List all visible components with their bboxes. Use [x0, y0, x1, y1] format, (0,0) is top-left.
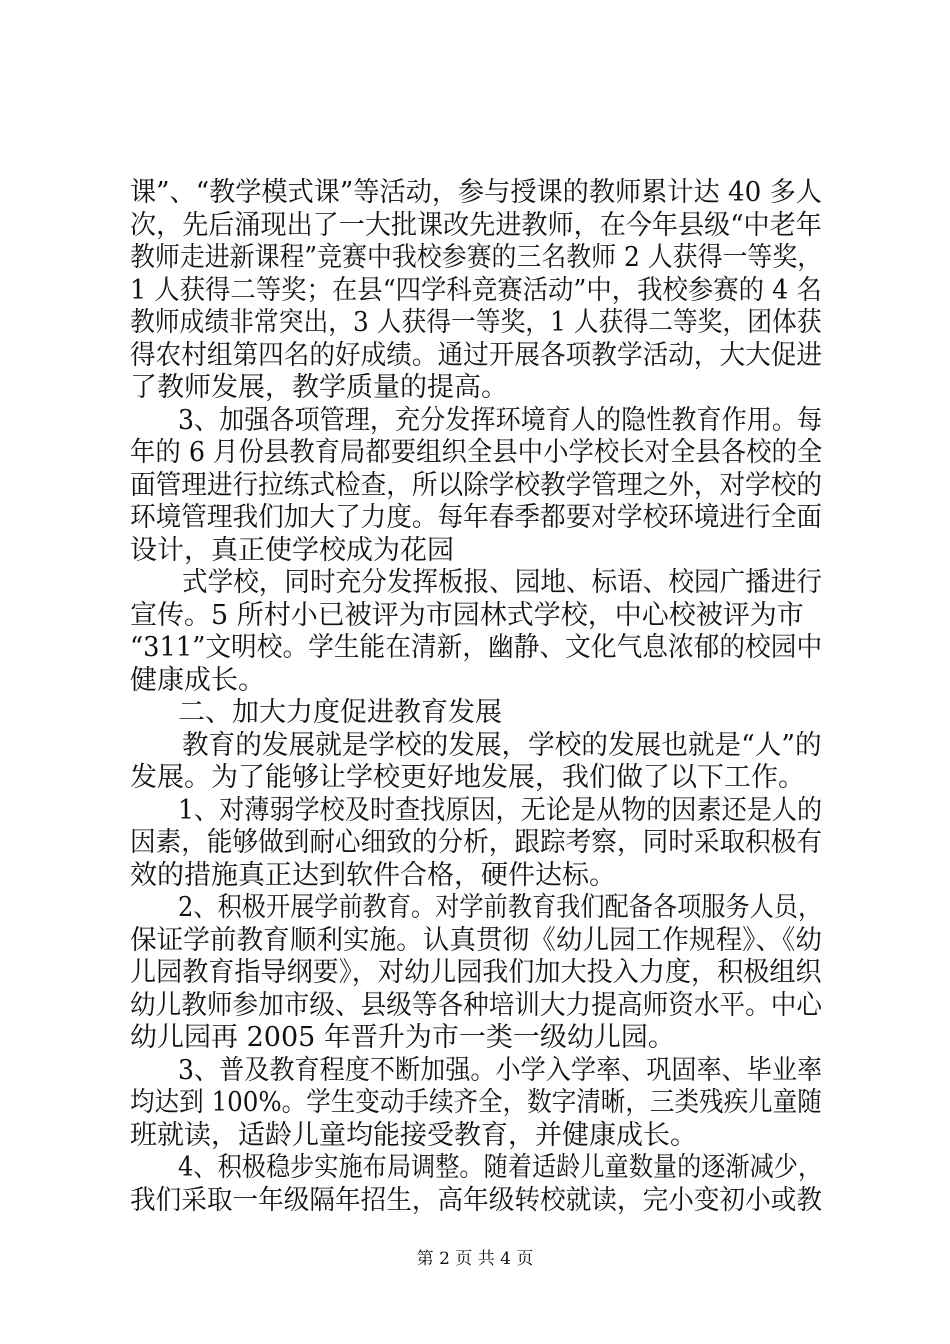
text-line: 教师成绩非常突出，3 人获得一等奖，1 人获得二等奖，团体获 — [130, 307, 822, 338]
paragraph-start-line: 3、加强各项管理，充分发挥环境育人的隐性教育作用。每 — [178, 404, 823, 436]
text-line: 健康成长。 — [130, 664, 265, 696]
text-line: 我们采取一年级隔年招生，高年级转校就读，完小变初小或教 — [130, 1184, 822, 1216]
text-line: 了教师发展，教学质量的提高。 — [130, 372, 508, 403]
text-line: “311”文明校。学生能在清新，幽静、文化气息浓郁的校园中 — [130, 632, 823, 663]
text-line: 1 人获得二等奖；在县“四学科竞赛活动”中，我校参赛的 4 名 — [130, 274, 822, 306]
text-line: 环境管理我们加大了力度。每年春季都要对学校环境进行全面 — [130, 502, 822, 533]
text-line: 得农村组第四名的好成绩。通过开展各项教学活动，大大促进 — [130, 339, 822, 371]
page-number-footer: 第 2 页 共 4 页 — [416, 1249, 534, 1269]
paragraph-start-line: 4、积极稳步实施布局调整。随着适龄儿童数量的逐渐减少， — [178, 1152, 823, 1183]
text-line: 幼儿园再 2005 年晋升为市一类一级幼儿园。 — [130, 1022, 675, 1053]
text-line: 次，先后涌现出了一大批课改先进教师，在今年县级“中老年 — [130, 209, 822, 241]
text-line: 年的 6 月份县教育局都要组织全县中小学校长对全县各校的全 — [130, 437, 823, 468]
text-line: 儿园教育指导纲要》，对幼儿园我们加大投入力度，积极组织 — [130, 957, 822, 988]
section-heading: 二、加大力度促进教育发展 — [178, 697, 502, 728]
paragraph-start-line: 教育的发展就是学校的发展，学校的发展也就是“人”的 — [182, 729, 822, 761]
text-line: 教师走进新课程”竞赛中我校参赛的三名教师 2 人获得一等奖， — [130, 242, 823, 273]
text-line: 设计，真正使学校成为花园 — [130, 534, 454, 566]
paragraph-start-line: 1、对薄弱学校及时查找原因，无论是从物的因素还是人的 — [178, 794, 823, 826]
text-line: 课”、“教学模式课”等活动，参与授课的教师累计达 40 多人 — [130, 177, 822, 208]
text-line: 均达到 100%。学生变动手续齐全，数字清晰，三类残疾儿童随 — [130, 1087, 822, 1118]
text-line: 面管理进行拉练式检查，所以除学校教学管理之外，对学校的 — [130, 469, 822, 501]
text-line: 发展。为了能够让学校更好地发展，我们做了以下工作。 — [130, 762, 805, 793]
text-line: 效的措施真正达到软件合格，硬件达标。 — [130, 859, 616, 891]
text-line: 班就读，适龄儿童均能接受教育，并健康成长。 — [130, 1119, 697, 1151]
text-line: 宣传。5 所村小已被评为市园林式学校，中心校被评为市 — [130, 599, 804, 631]
paragraph-start-line: 2、积极开展学前教育。对学前教育我们配备各项服务人员， — [178, 892, 823, 923]
text-line: 保证学前教育顺利实施。认真贯彻《幼儿园工作规程》、《幼 — [130, 924, 823, 956]
text-line: 因素，能够做到耐心细致的分析，跟踪考察，同时采取积极有 — [130, 827, 822, 858]
paragraph-start-line: 3、普及教育程度不断加强。小学入学率、巩固率、毕业率 — [178, 1054, 823, 1086]
text-line: 式学校，同时充分发挥板报、园地、标语、校园广播进行 — [182, 567, 822, 598]
text-line: 幼儿教师参加市级、县级等各种培训大力提高师资水平。中心 — [130, 989, 822, 1021]
